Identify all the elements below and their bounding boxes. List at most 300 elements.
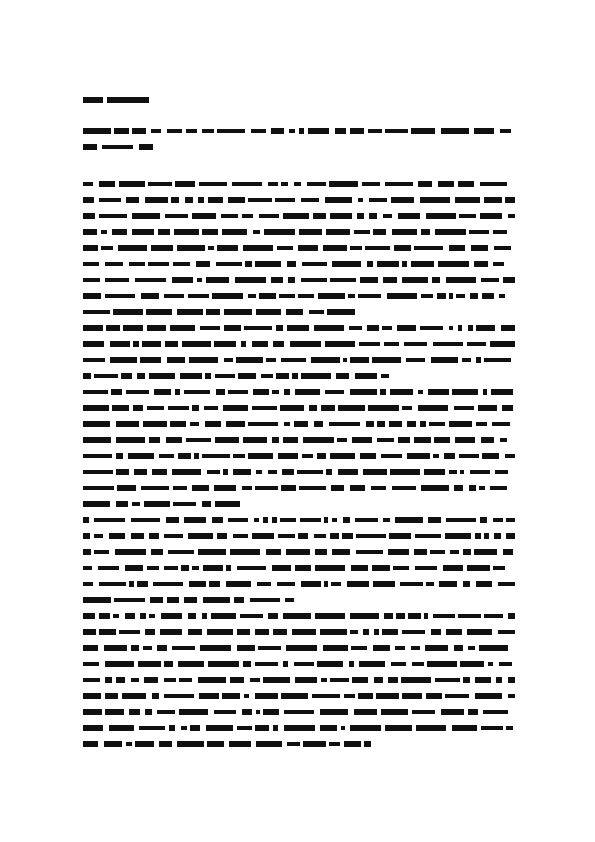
- text-glyph-run: [326, 469, 332, 475]
- text-glyph-run: [110, 357, 137, 363]
- text-glyph-run: [99, 582, 126, 586]
- text-glyph-run: [147, 566, 159, 570]
- text-glyph-run: [105, 278, 129, 282]
- text-glyph-run: [273, 629, 287, 635]
- text-glyph-run: [458, 614, 481, 618]
- text-glyph-run: [358, 294, 381, 298]
- text-glyph-run: [301, 581, 321, 587]
- text-glyph-run: [374, 677, 383, 683]
- text-glyph-run: [147, 325, 166, 331]
- text-glyph-run: [484, 197, 502, 203]
- text-glyph-run: [203, 597, 230, 603]
- document-body: [83, 181, 515, 757]
- text-glyph-run: [116, 469, 129, 475]
- text-glyph-run: [315, 565, 345, 571]
- text-glyph-run: [360, 453, 376, 459]
- text-glyph-run: [200, 326, 220, 330]
- text-glyph-run: [149, 533, 159, 539]
- text-glyph-run: [338, 405, 365, 411]
- text-glyph-run: [280, 405, 304, 411]
- text-glyph-run: [297, 470, 323, 474]
- text-glyph-run: [139, 726, 165, 730]
- text-glyph-run: [104, 645, 127, 651]
- text-glyph-run: [433, 454, 439, 458]
- text-glyph-run: [377, 421, 385, 427]
- text-glyph-run: [349, 326, 362, 330]
- text-glyph-run: [105, 677, 112, 683]
- text-glyph-run: [445, 533, 471, 539]
- text-glyph-run: [505, 197, 515, 203]
- text-glyph-run: [315, 613, 345, 619]
- text-glyph-run: [326, 229, 350, 235]
- text-glyph-run: [223, 469, 228, 475]
- text-line: [83, 309, 515, 315]
- text-glyph-run: [468, 709, 478, 715]
- text-glyph-run: [131, 678, 139, 682]
- text-glyph-run: [277, 582, 295, 586]
- text-glyph-run: [198, 677, 226, 683]
- text-glyph-run: [401, 677, 431, 683]
- text-glyph-run: [188, 613, 196, 619]
- text-glyph-run: [298, 245, 318, 251]
- text-glyph-run: [126, 197, 139, 203]
- text-glyph-run: [414, 246, 443, 250]
- text-glyph-run: [480, 182, 507, 186]
- text-glyph-run: [503, 277, 515, 283]
- text-glyph-run: [137, 373, 145, 379]
- text-glyph-run: [243, 661, 251, 667]
- text-glyph-run: [276, 325, 283, 331]
- text-glyph-run: [449, 245, 465, 251]
- text-glyph-run: [426, 693, 442, 699]
- text-glyph-run: [229, 741, 251, 747]
- text-glyph-run: [476, 325, 495, 331]
- text-glyph-run: [237, 629, 250, 635]
- text-glyph-run: [272, 517, 277, 523]
- text-glyph-run: [493, 230, 507, 234]
- text-glyph-run: [151, 245, 173, 251]
- text-glyph-run: [281, 485, 296, 491]
- text-glyph-run: [217, 533, 227, 539]
- text-glyph-run: [165, 214, 188, 218]
- text-glyph-run: [317, 661, 343, 667]
- text-glyph-run: [255, 629, 269, 635]
- text-glyph-run: [400, 582, 423, 586]
- text-glyph-run: [161, 613, 182, 619]
- text-glyph-run: [415, 534, 441, 538]
- text-glyph-run: [132, 213, 160, 219]
- text-glyph-run: [217, 129, 245, 133]
- text-glyph-run: [208, 661, 239, 667]
- text-glyph-run: [364, 741, 371, 747]
- text-glyph-run: [327, 309, 355, 315]
- text-glyph-run: [178, 661, 204, 667]
- text-glyph-run: [174, 229, 199, 235]
- text-glyph-run: [458, 325, 462, 331]
- text-glyph-run: [462, 358, 471, 362]
- text-glyph-run: [184, 517, 206, 523]
- text-glyph-run: [256, 470, 262, 474]
- text-glyph-run: [292, 629, 316, 635]
- text-glyph-run: [99, 613, 110, 619]
- text-glyph-run: [148, 182, 172, 186]
- text-glyph-run: [481, 437, 494, 443]
- text-glyph-run: [348, 294, 355, 298]
- text-glyph-run: [459, 454, 479, 458]
- text-glyph-run: [479, 486, 485, 490]
- text-glyph-run: [398, 213, 420, 219]
- text-glyph-run: [256, 741, 282, 747]
- text-glyph-run: [205, 373, 211, 379]
- text-glyph-run: [268, 613, 278, 619]
- text-glyph-run: [217, 245, 238, 251]
- text-glyph-run: [226, 565, 231, 571]
- text-glyph-run: [177, 741, 204, 747]
- text-glyph-run: [99, 181, 115, 187]
- text-glyph-run: [450, 550, 459, 554]
- text-glyph-run: [144, 501, 170, 507]
- text-glyph-run: [128, 453, 154, 459]
- text-glyph-run: [83, 245, 98, 251]
- text-glyph-run: [237, 566, 266, 570]
- text-glyph-run: [214, 710, 236, 714]
- text-glyph-run: [454, 645, 463, 651]
- text-glyph-run: [426, 213, 456, 219]
- text-glyph-run: [131, 645, 139, 651]
- text-line: [83, 341, 515, 347]
- text-glyph-run: [414, 549, 427, 555]
- text-glyph-run: [343, 517, 350, 523]
- text-line: [83, 629, 515, 635]
- text-glyph-run: [118, 245, 147, 251]
- text-glyph-run: [491, 389, 513, 395]
- text-glyph-run: [287, 742, 300, 746]
- text-glyph-run: [283, 661, 288, 667]
- text-glyph-run: [479, 645, 508, 651]
- text-glyph-run: [132, 229, 154, 235]
- text-glyph-run: [202, 613, 207, 619]
- text-glyph-run: [185, 197, 193, 203]
- text-glyph-run: [112, 405, 129, 411]
- text-line: [83, 293, 515, 299]
- text-glyph-run: [459, 214, 476, 218]
- text-line: [83, 373, 515, 379]
- text-glyph-run: [123, 325, 143, 331]
- text-glyph-run: [256, 309, 281, 315]
- text-glyph-run: [83, 629, 96, 635]
- text-glyph-run: [402, 693, 422, 699]
- text-glyph-run: [359, 661, 385, 667]
- text-glyph-run: [116, 677, 125, 683]
- text-glyph-run: [508, 613, 515, 619]
- text-glyph-run: [294, 182, 301, 186]
- text-glyph-run: [189, 357, 218, 363]
- text-glyph-run: [425, 645, 448, 651]
- text-glyph-run: [83, 597, 111, 603]
- text-glyph-run: [113, 309, 143, 315]
- text-glyph-run: [243, 245, 273, 251]
- text-glyph-run: [301, 198, 319, 202]
- text-glyph-run: [363, 629, 369, 635]
- text-glyph-run: [303, 741, 326, 747]
- text-glyph-run: [330, 533, 339, 539]
- text-glyph-run: [458, 181, 474, 187]
- text-glyph-run: [369, 213, 377, 219]
- text-glyph-run: [383, 214, 392, 218]
- text-glyph-run: [222, 693, 240, 699]
- text-glyph-run: [83, 262, 99, 266]
- text-glyph-run: [383, 277, 397, 283]
- text-glyph-run: [259, 214, 279, 218]
- text-glyph-run: [216, 389, 225, 395]
- text-glyph-run: [355, 373, 377, 379]
- text-glyph-run: [395, 517, 423, 523]
- text-glyph-run: [250, 598, 280, 602]
- text-glyph-run: [263, 517, 268, 523]
- text-glyph-run: [126, 742, 132, 746]
- text-line: [83, 325, 515, 331]
- text-glyph-run: [160, 629, 182, 635]
- text-glyph-run: [131, 518, 160, 522]
- text-glyph-run: [186, 438, 211, 442]
- text-glyph-run: [358, 198, 363, 202]
- text-glyph-run: [421, 229, 430, 235]
- text-glyph-run: [350, 630, 358, 634]
- text-glyph-run: [351, 646, 367, 650]
- text-line: [83, 725, 515, 731]
- text-glyph-run: [476, 422, 487, 426]
- text-glyph-run: [377, 261, 399, 267]
- text-glyph-run: [332, 261, 361, 267]
- text-glyph-run: [135, 278, 166, 282]
- paragraph: [83, 517, 515, 603]
- text-glyph-run: [482, 293, 494, 299]
- text-line: [83, 517, 515, 523]
- text-glyph-run: [298, 533, 308, 539]
- text-glyph-run: [394, 245, 411, 251]
- text-line: [83, 405, 515, 411]
- text-glyph-run: [317, 453, 326, 459]
- text-glyph-run: [446, 277, 476, 283]
- text-glyph-run: [321, 405, 335, 411]
- text-glyph-run: [169, 725, 175, 731]
- text-glyph-run: [385, 129, 408, 133]
- text-glyph-run: [393, 566, 409, 570]
- text-glyph-run: [83, 454, 112, 458]
- text-glyph-run: [177, 245, 205, 251]
- text-glyph-run: [105, 262, 123, 266]
- text-glyph-run: [200, 645, 231, 651]
- text-glyph-run: [508, 694, 515, 698]
- text-glyph-run: [480, 213, 502, 219]
- text-glyph-run: [373, 645, 390, 651]
- text-glyph-run: [83, 725, 103, 731]
- text-glyph-run: [146, 309, 172, 315]
- text-glyph-run: [298, 294, 314, 298]
- text-glyph-run: [207, 741, 224, 747]
- text-glyph-run: [224, 325, 241, 331]
- text-glyph-run: [330, 278, 356, 282]
- text-glyph-run: [424, 469, 445, 475]
- text-glyph-run: [237, 645, 255, 651]
- text-glyph-run: [232, 182, 262, 186]
- text-glyph-run: [438, 181, 454, 187]
- text-glyph-run: [170, 421, 186, 427]
- document-subtitle: [83, 128, 513, 160]
- text-glyph-run: [469, 485, 476, 491]
- text-glyph-run: [83, 421, 110, 427]
- text-glyph-run: [294, 421, 308, 427]
- text-glyph-run: [352, 437, 372, 443]
- text-glyph-run: [208, 246, 214, 250]
- text-glyph-run: [315, 549, 327, 555]
- text-glyph-run: [94, 534, 103, 538]
- text-glyph-run: [402, 406, 412, 410]
- text-glyph-run: [255, 486, 278, 490]
- text-glyph-run: [281, 182, 288, 186]
- text-glyph-run: [481, 726, 503, 730]
- text-glyph-run: [415, 566, 437, 570]
- paragraph: [83, 181, 515, 315]
- text-glyph-run: [263, 709, 279, 715]
- text-glyph-run: [271, 277, 283, 283]
- text-line: [83, 581, 515, 587]
- text-glyph-run: [391, 197, 414, 203]
- text-glyph-run: [355, 518, 378, 522]
- text-glyph-run: [99, 214, 127, 218]
- text-glyph-run: [496, 677, 502, 683]
- text-glyph-run: [449, 293, 453, 299]
- text-glyph-run: [360, 277, 378, 283]
- text-glyph-run: [83, 470, 113, 474]
- text-glyph-run: [255, 725, 269, 731]
- text-glyph-run: [499, 662, 512, 666]
- text-glyph-run: [208, 197, 223, 203]
- text-glyph-run: [469, 230, 489, 234]
- text-line: [83, 277, 515, 283]
- text-line: [83, 213, 515, 219]
- text-glyph-run: [242, 214, 253, 218]
- text-glyph-run: [272, 565, 291, 571]
- text-line: [83, 469, 515, 475]
- text-glyph-run: [253, 389, 269, 395]
- text-glyph-run: [198, 549, 226, 555]
- text-glyph-run: [445, 694, 469, 698]
- text-glyph-run: [357, 213, 364, 219]
- subtitle-line: [83, 144, 513, 150]
- text-glyph-run: [281, 358, 306, 362]
- text-glyph-run: [99, 198, 121, 202]
- text-glyph-run: [111, 389, 122, 395]
- text-glyph-run: [335, 128, 346, 134]
- text-glyph-run: [167, 597, 179, 603]
- text-glyph-run: [443, 565, 463, 571]
- text-glyph-run: [449, 470, 457, 474]
- text-glyph-run: [421, 294, 433, 298]
- text-glyph-run: [83, 405, 109, 411]
- text-glyph-run: [94, 518, 125, 522]
- text-glyph-run: [452, 725, 477, 731]
- text-glyph-run: [83, 182, 93, 186]
- text-glyph-run: [337, 438, 347, 442]
- text-glyph-run: [463, 581, 470, 587]
- text-glyph-run: [493, 566, 505, 570]
- text-glyph-run: [252, 341, 268, 347]
- text-glyph-run: [381, 374, 389, 378]
- text-glyph-run: [184, 597, 197, 603]
- text-glyph-run: [243, 437, 267, 443]
- text-glyph-run: [199, 693, 219, 699]
- text-glyph-run: [351, 565, 368, 571]
- text-glyph-run: [144, 677, 158, 683]
- text-glyph-run: [272, 437, 279, 443]
- text-glyph-run: [455, 437, 475, 443]
- text-glyph-run: [129, 581, 134, 587]
- text-glyph-run: [287, 325, 309, 331]
- text-glyph-run: [454, 485, 463, 491]
- text-glyph-run: [153, 582, 183, 586]
- text-glyph-run: [132, 502, 140, 506]
- text-line: [83, 485, 515, 491]
- text-glyph-run: [207, 629, 233, 635]
- subtitle-line: [83, 128, 513, 134]
- text-glyph-run: [286, 549, 310, 555]
- text-glyph-run: [490, 341, 515, 347]
- text-glyph-run: [344, 741, 361, 747]
- text-glyph-run: [248, 453, 273, 459]
- text-glyph-run: [384, 613, 393, 619]
- text-glyph-run: [235, 277, 266, 283]
- text-glyph-run: [83, 293, 101, 299]
- text-glyph-run: [483, 389, 487, 395]
- text-glyph-run: [122, 693, 146, 699]
- text-glyph-run: [468, 325, 473, 331]
- text-glyph-run: [308, 128, 329, 134]
- text-glyph-run: [358, 693, 373, 699]
- text-glyph-run: [172, 277, 193, 283]
- text-glyph-run: [475, 693, 502, 699]
- text-glyph-run: [501, 325, 515, 331]
- text-glyph-run: [331, 485, 344, 491]
- text-glyph-run: [318, 293, 345, 299]
- text-glyph-run: [426, 582, 434, 586]
- text-glyph-run: [206, 725, 233, 731]
- text-glyph-run: [449, 326, 453, 330]
- text-glyph-run: [166, 437, 182, 443]
- text-glyph-run: [215, 374, 235, 378]
- text-glyph-run: [199, 182, 227, 186]
- text-glyph-run: [141, 486, 169, 490]
- text-glyph-run: [285, 598, 294, 602]
- text-glyph-run: [463, 677, 470, 683]
- text-glyph-run: [133, 405, 143, 411]
- text-glyph-run: [480, 517, 487, 523]
- text-glyph-run: [294, 662, 314, 666]
- text-glyph-run: [320, 629, 347, 635]
- text-glyph-run: [431, 629, 441, 635]
- text-glyph-run: [407, 453, 430, 459]
- text-glyph-run: [94, 374, 118, 378]
- text-glyph-run: [202, 454, 230, 458]
- text-glyph-run: [284, 725, 315, 731]
- text-glyph-run: [255, 261, 281, 267]
- text-glyph-run: [214, 341, 236, 347]
- text-glyph-run: [83, 741, 98, 747]
- text-glyph-run: [502, 405, 513, 411]
- text-glyph-run: [288, 277, 295, 283]
- text-glyph-run: [107, 97, 149, 103]
- text-glyph-run: [290, 341, 321, 347]
